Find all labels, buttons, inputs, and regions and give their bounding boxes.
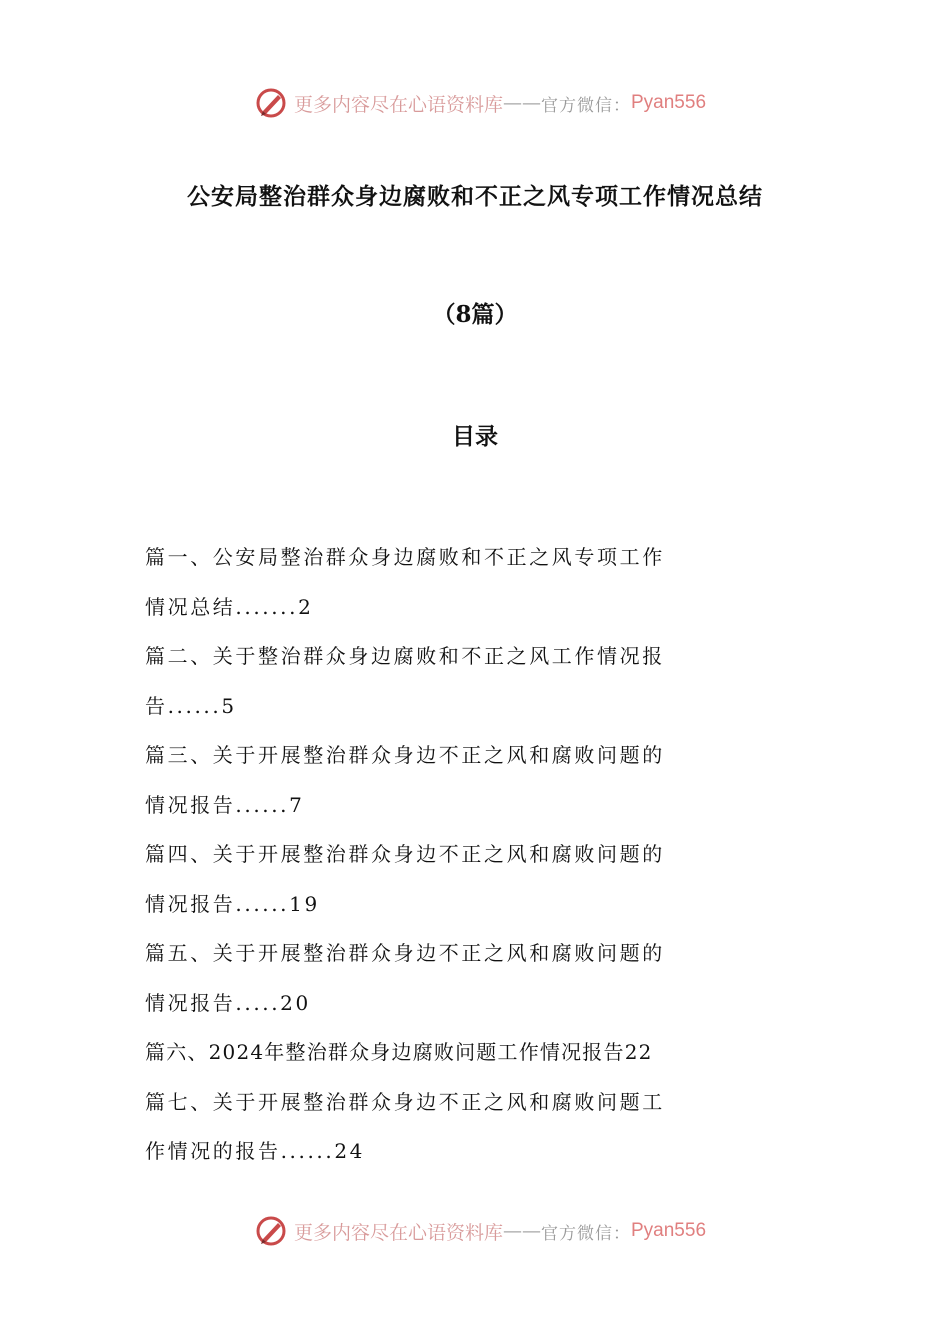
watermark-dash: ——	[503, 92, 541, 114]
toc-entry-line: 篇六、2024年整治群众身边腐败问题工作情况报告22	[145, 1040, 653, 1064]
toc-entry-line: 篇一、公安局整治群众身边腐败和不正之风专项工作	[145, 545, 665, 569]
toc-entry-line: 作情况的报告......24	[145, 1139, 365, 1163]
toc-entry-line: 篇五、关于开展整治群众身边不正之风和腐败问题的	[145, 941, 665, 965]
toc-entry-line: 情况报告......19	[145, 891, 320, 916]
table-of-contents	[145, 533, 685, 1177]
pen-circle-logo-icon	[254, 1214, 288, 1248]
toc-heading: 目录	[452, 423, 498, 450]
watermark-id: Pyan556	[631, 92, 707, 113]
toc-entry[interactable]	[145, 830, 685, 929]
footer-watermark	[0, 1211, 950, 1251]
toc-entry-line: 告......5	[145, 693, 237, 718]
toc-entry[interactable]	[145, 731, 685, 830]
watermark-id: Pyan556	[631, 1220, 707, 1241]
toc-entry-line: 篇二、关于整治群众身边腐败和不正之风工作情况报	[145, 644, 665, 668]
toc-entry-line: 篇四、关于开展整治群众身边不正之风和腐败问题的	[145, 842, 665, 866]
watermark-label: 官方微信：	[541, 1223, 631, 1244]
watermark-text: 更多内容尽在心语资料库	[293, 1221, 503, 1244]
page-title: 公安局整治群众身边腐败和不正之风专项工作情况总结	[187, 183, 763, 210]
page-subtitle: （8篇）	[432, 301, 518, 328]
toc-entry[interactable]	[145, 533, 685, 632]
toc-entry[interactable]	[145, 1078, 685, 1177]
watermark-label: 官方微信：	[541, 95, 631, 116]
watermark-dash: ——	[503, 1220, 541, 1242]
toc-entry-line: 情况报告......7	[145, 792, 305, 817]
watermark-text: 更多内容尽在心语资料库	[293, 93, 503, 116]
toc-entry[interactable]	[145, 929, 685, 1028]
toc-entry[interactable]	[145, 632, 685, 731]
toc-entry[interactable]	[145, 1028, 685, 1078]
toc-entry-line: 篇七、关于开展整治群众身边不正之风和腐败问题工	[145, 1089, 665, 1114]
header-watermark	[0, 83, 950, 123]
toc-entry-line: 篇三、关于开展整治群众身边不正之风和腐败问题的	[145, 743, 665, 767]
toc-entry-line: 情况报告.....20	[145, 990, 311, 1015]
toc-entry-line: 情况总结.......2	[145, 594, 314, 619]
pen-circle-logo-icon	[254, 86, 288, 120]
